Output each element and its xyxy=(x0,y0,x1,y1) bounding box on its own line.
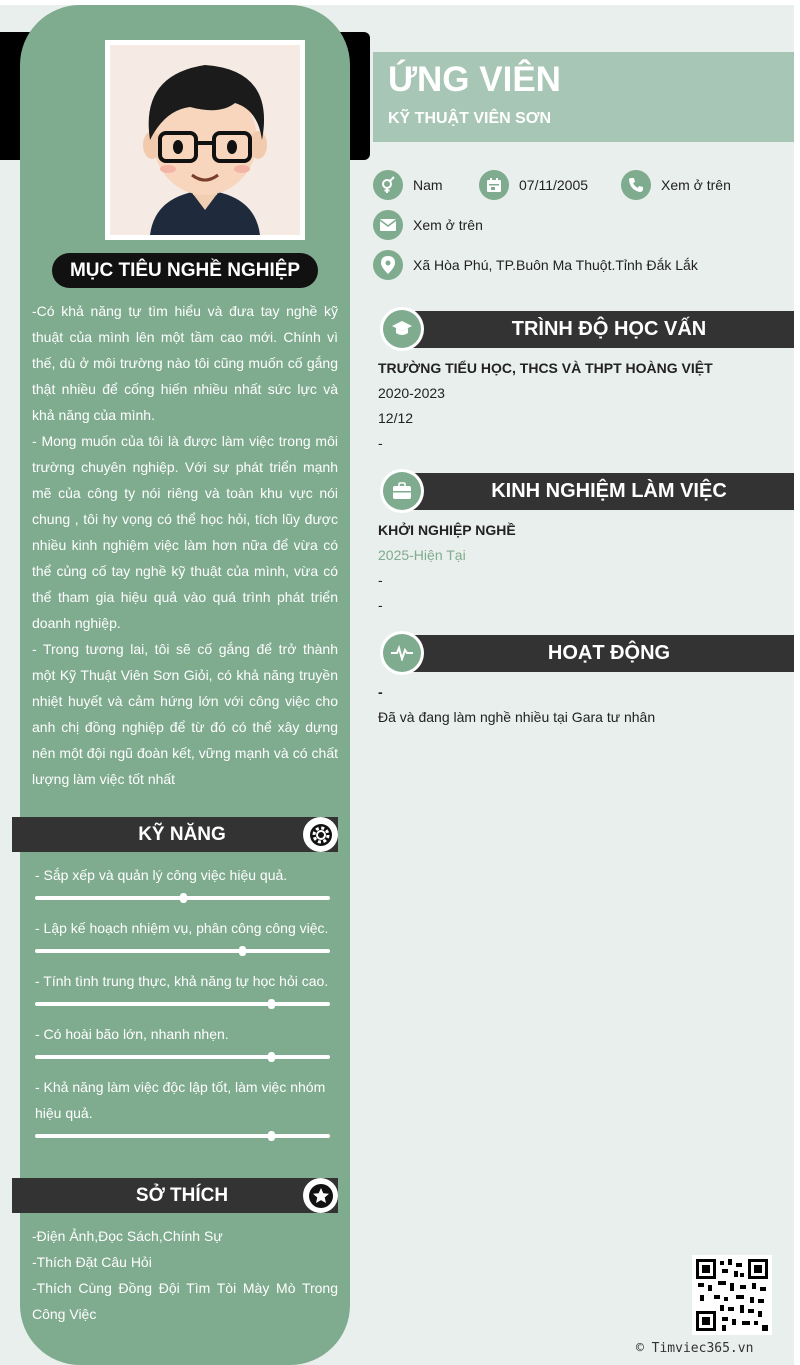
skill-level-marker xyxy=(239,946,246,956)
mail-icon xyxy=(373,210,403,240)
pulse-icon xyxy=(380,631,424,675)
education-period: 2020-2023 xyxy=(378,385,445,401)
activities-details xyxy=(378,680,655,730)
skill-level-marker xyxy=(180,893,187,903)
hobby-item: -Thích Đặt Câu Hỏi xyxy=(32,1254,152,1270)
address-value: Xã Hòa Phú, TP.Buôn Ma Thuột.Tỉnh Đắk Lắk xyxy=(413,257,698,273)
activities-title: HOẠT ĐỘNG xyxy=(402,635,794,672)
hobby-item: -Thích Cùng Đồng Đội Tìm Tòi Mày Mò Trong Công Việc xyxy=(32,1280,338,1322)
activities-section-header xyxy=(380,633,794,673)
avatar-frame xyxy=(105,40,305,240)
experience-title: KINH NGHIỆM LÀM VIỆC xyxy=(402,473,794,510)
skill-item xyxy=(35,968,330,1006)
hobbies-section-header xyxy=(12,1178,338,1213)
gear-icon xyxy=(303,817,338,852)
gender-info xyxy=(373,170,443,200)
phone-icon xyxy=(621,170,651,200)
location-pin-icon xyxy=(373,250,403,280)
objective-paragraph: - Trong tương lai, tôi sẽ cố gắng để trở thành một Kỹ Thuật Viên Sơn Giỏi, có khả năng truyền nhiệt huyết và cảm hứng lớn với công việc cho anh chị đồng nghiệp để từ đó có thể xây dựng nên một đội ngũ đoàn kết, vững mạnh và có chất lượng làm việc tốt nhất xyxy=(32,641,338,787)
skill-item xyxy=(35,915,330,953)
skill-item xyxy=(35,1074,330,1138)
education-grade: 12/12 xyxy=(378,410,414,426)
skill-bar xyxy=(35,1002,330,1006)
objective-paragraph: - Mong muốn của tôi là được làm việc trong môi trường chuyên nghiệp. Với sự phát triển mạnh mẽ của công ty nói riêng và toàn khu vực nói chung , tôi hy vọng có thể học hỏi, tích lũy được nhiều kinh nghiệm việc làm hơn nữa để vừa có thể củng cố tay nghề kỹ thuật của mình, vừa có thể tham gia hiệu quả vào quá trình phát triển doanh nghiệp. xyxy=(32,433,338,631)
skill-label: - Lập kế hoạch nhiệm vụ, phân công công việc. xyxy=(35,920,329,936)
skill-bar xyxy=(35,896,330,900)
skill-label: - Có hoài bão lớn, nhanh nhẹn. xyxy=(35,1026,229,1042)
experience-details xyxy=(378,518,516,618)
birthday-info xyxy=(479,170,588,200)
gender-value: Nam xyxy=(413,177,443,193)
hobbies-title: SỞ THÍCH xyxy=(135,1185,229,1206)
avatar xyxy=(110,45,300,235)
candidate-name: ỨNG VIÊN xyxy=(388,60,561,99)
education-section-header xyxy=(380,309,794,349)
experience-period: 2025-Hiện Tại xyxy=(378,547,466,563)
skill-label: - Khả năng làm việc độc lập tốt, làm việc nhóm hiệu quả. xyxy=(35,1079,326,1121)
skill-item xyxy=(35,1021,330,1059)
skill-bar xyxy=(35,1055,330,1059)
phone-value: Xem ở trên xyxy=(661,177,731,193)
address-info xyxy=(373,250,698,280)
education-note: - xyxy=(378,435,383,451)
skill-level-marker xyxy=(268,999,275,1009)
education-title: TRÌNH ĐỘ HỌC VẤN xyxy=(402,311,794,348)
skill-label: - Tính tình trung thực, khả năng tự học hỏi cao. xyxy=(35,973,329,989)
header-band xyxy=(373,52,794,142)
experience-section-header xyxy=(380,471,794,511)
hobby-item: -Điện Ảnh,Đọc Sách,Chính Sự xyxy=(32,1228,223,1244)
birthday-value: 07/11/2005 xyxy=(519,177,589,193)
company-name: KHỞI NGHIỆP NGHỀ xyxy=(378,522,516,538)
graduation-cap-icon xyxy=(380,307,424,351)
skill-bar xyxy=(35,1134,330,1138)
skill-item xyxy=(35,862,330,900)
objective-text xyxy=(32,298,338,792)
objective-paragraph: -Có khả năng tự tìm hiểu và đưa tay nghề kỹ thuật của mình lên một tầm cao mới. Chính vì thế, dù ở môi trường nào tôi cũng muốn cố gắng thật nhiều để cống hiến nhiều nhất sức lực và khả năng của mình. xyxy=(32,303,338,423)
phone-info xyxy=(621,170,731,200)
activity-line: Đã và đang làm nghề nhiều tại Gara tư nhân xyxy=(378,709,656,725)
job-title: KỸ THUẬT VIÊN SƠN xyxy=(388,110,551,127)
briefcase-icon xyxy=(380,469,424,513)
skills-list xyxy=(35,862,330,1153)
star-icon xyxy=(303,1178,338,1213)
qr-code xyxy=(692,1255,772,1335)
skills-section-header xyxy=(12,817,338,852)
skill-label: - Sắp xếp và quản lý công việc hiệu quả. xyxy=(35,867,288,883)
school-name: TRƯỜNG TIỂU HỌC, THCS VÀ THPT HOÀNG VIỆT xyxy=(378,360,713,376)
education-details xyxy=(378,356,713,456)
calendar-icon xyxy=(479,170,509,200)
experience-line: - xyxy=(378,572,383,588)
copyright-text: © Timviec365.vn xyxy=(636,1341,754,1356)
email-info xyxy=(373,210,483,240)
skill-level-marker xyxy=(268,1052,275,1062)
skills-title: KỸ NĂNG xyxy=(138,824,226,845)
objective-title: MỤC TIÊU NGHỀ NGHIỆP xyxy=(52,253,318,288)
skill-level-marker xyxy=(268,1131,275,1141)
email-value: Xem ở trên xyxy=(413,217,483,233)
activity-line: - xyxy=(378,684,383,700)
hobbies-list xyxy=(32,1223,338,1327)
gender-icon xyxy=(373,170,403,200)
experience-line: - xyxy=(378,597,383,613)
skill-bar xyxy=(35,949,330,953)
